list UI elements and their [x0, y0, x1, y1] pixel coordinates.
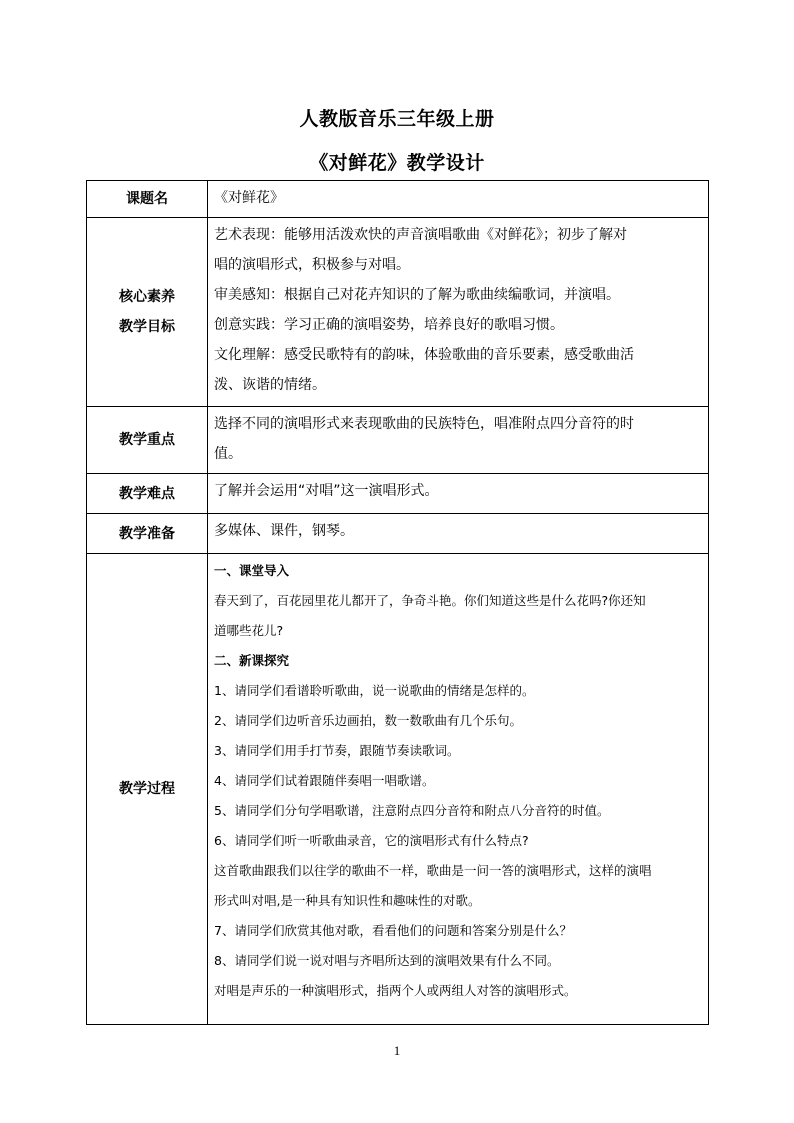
process-step: 8、请同学们说一说对唱与齐唱所达到的演唱效果有什么不同。 — [214, 953, 560, 968]
process-line: 对唱是声乐的一种演唱形式，指两个人或两组人对答的演唱形式。 — [214, 983, 577, 998]
key-points-label: 教学重点 — [87, 407, 208, 474]
table-row-difficult-points — [87, 474, 709, 514]
process-step: 7、请同学们欣赏其他对歌，看看他们的问题和答案分别是什么？ — [214, 923, 572, 938]
goals-line: 创意实践：学习正确的演唱姿势，培养良好的歌唱习惯。 — [214, 317, 564, 333]
process-step: 3、请同学们用手打节奏，跟随节奏读歌词。 — [214, 743, 460, 758]
process-step: 4、请同学们试着跟随伴奏唱一唱歌谱。 — [214, 773, 435, 788]
key-points-content — [208, 407, 709, 474]
goals-content — [208, 218, 709, 407]
goals-label-line1: 核心素养 — [119, 289, 175, 305]
page-number: 1 — [393, 1043, 401, 1058]
process-line: 形式叫对唱,是一种具有知识性和趣味性的对歌。 — [214, 893, 481, 908]
table-row-process — [87, 554, 709, 1025]
key-points-line: 选择不同的演唱形式来表现歌曲的民族特色，唱准附点四分音符的时 — [214, 416, 634, 432]
goals-label-line2: 教学目标 — [119, 319, 175, 335]
process-step: 5、请同学们分句学唱歌谱，注意附点四分音符和附点八分音符的时值。 — [214, 803, 610, 818]
section-heading: 二、新课探究 — [214, 653, 290, 668]
table-row-preparation — [87, 514, 709, 554]
process-line: 这首歌曲跟我们以往学的歌曲不一样，歌曲是一问一答的演唱形式，这样的演唱 — [214, 863, 652, 878]
goals-line: 泼、诙谐的情绪。 — [214, 377, 326, 393]
preparation-label: 教学准备 — [87, 514, 208, 554]
document-title: 人教版音乐三年级上册 — [299, 108, 495, 130]
table-row-goals — [87, 218, 709, 407]
preparation-value: 多媒体、课件，钢琴。 — [208, 514, 709, 554]
lesson-plan-table — [86, 180, 709, 1025]
goals-line: 艺术表现：能够用活泼欢快的声音演唱歌曲《对鲜花》；初步了解对 — [214, 227, 627, 243]
key-points-line: 值。 — [214, 446, 242, 462]
process-line: 春天到了，百花园里花儿都开了，争奇斗艳。你们知道这些是什么花吗?你还知 — [214, 593, 646, 608]
difficult-points-label: 教学难点 — [87, 474, 208, 514]
goals-label — [87, 218, 208, 407]
difficult-points-value: 了解并会运用“对唱”这一演唱形式。 — [208, 474, 709, 514]
process-content — [208, 554, 709, 1025]
process-step: 6、请同学们听一听歌曲录音，它的演唱形式有什么特点? — [214, 833, 529, 848]
section-heading: 一、课堂导入 — [214, 563, 290, 578]
document-subtitle: 《对鲜花》教学设计 — [309, 152, 485, 174]
goals-line: 审美感知：根据自己对花卉知识的了解为歌曲续编歌词，并演唱。 — [214, 287, 620, 303]
process-step: 1、请同学们看谱聆听歌曲，说一说歌曲的情绪是怎样的。 — [214, 683, 535, 698]
process-label: 教学过程 — [87, 554, 208, 1025]
process-line: 道哪些花儿? — [214, 623, 284, 638]
topic-label: 课题名 — [87, 181, 208, 218]
table-row-topic — [87, 181, 709, 218]
goals-line: 文化理解：感受民歌特有的韵味，体验歌曲的音乐要素，感受歌曲活 — [214, 347, 634, 363]
goals-line: 唱的演唱形式，积极参与对唱。 — [214, 257, 410, 273]
topic-value: 《对鲜花》 — [208, 181, 709, 218]
table-row-key-points — [87, 407, 709, 474]
process-step: 2、请同学们边听音乐边画拍，数一数歌曲有几个乐句。 — [214, 713, 522, 728]
